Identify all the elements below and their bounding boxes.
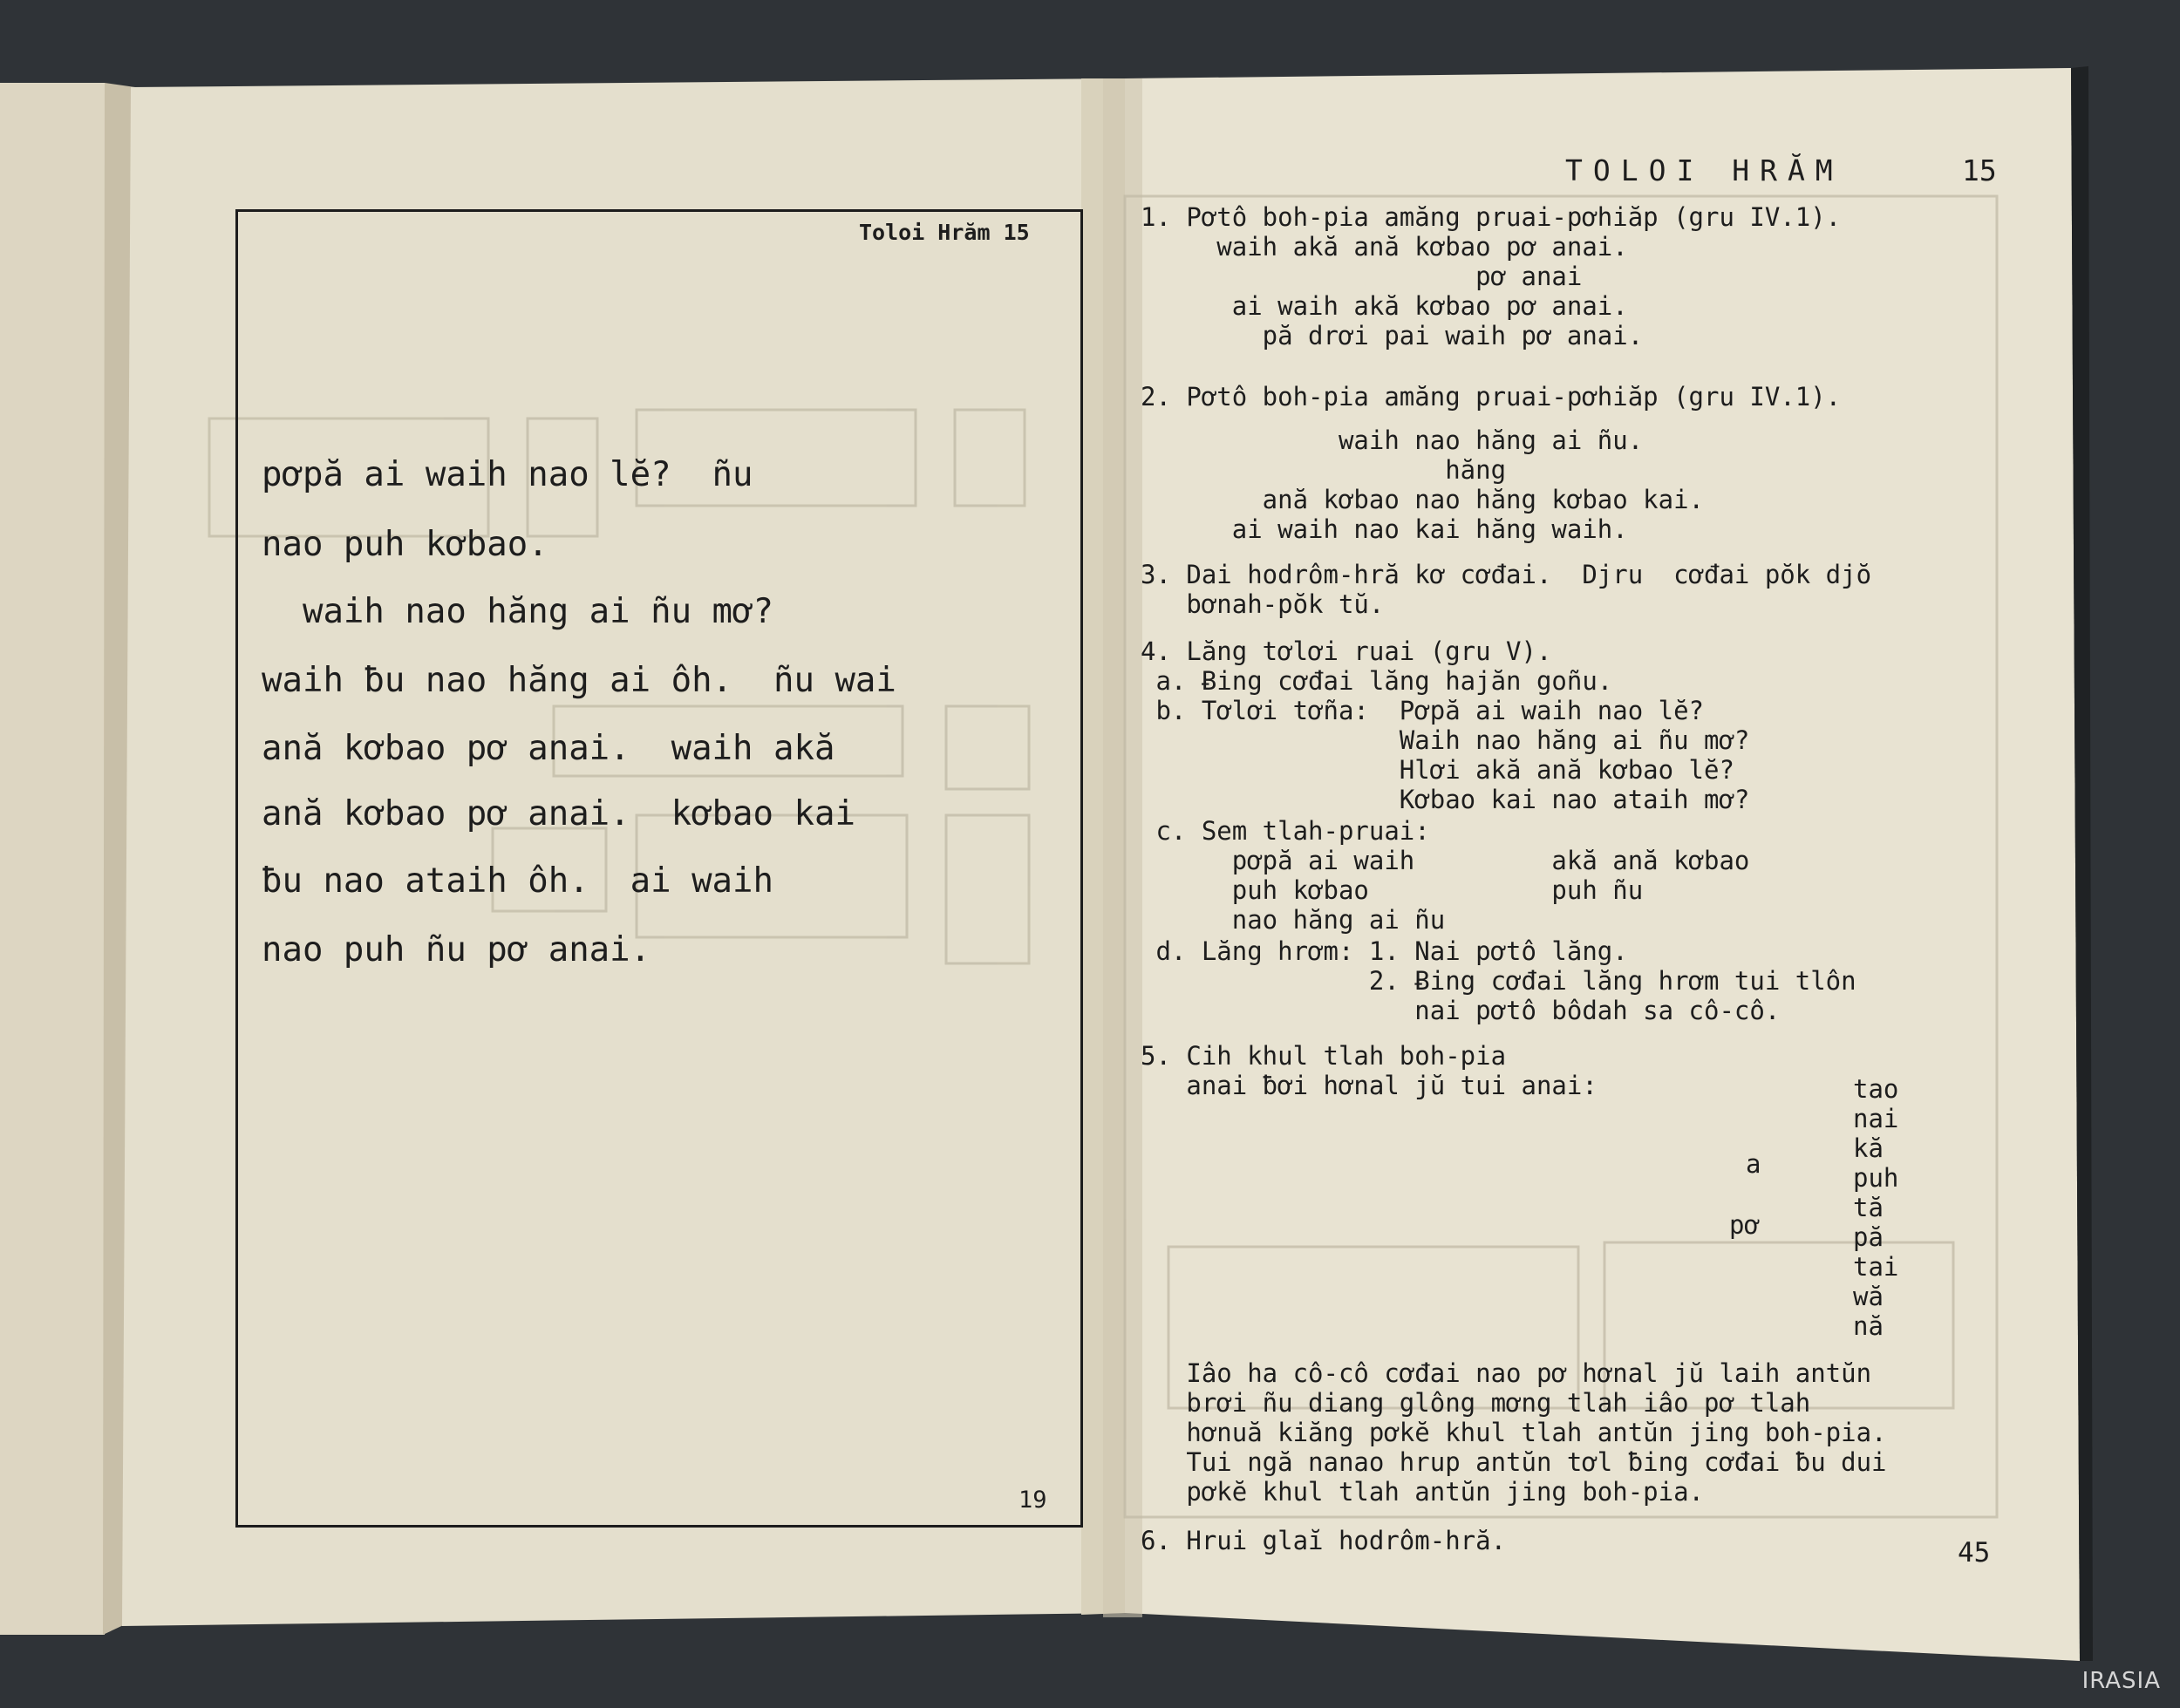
card-line: ană kơbao pơ anai. waih akă: [262, 729, 835, 768]
instruction-line: Waih nao hăng ai ñu mơ?: [1141, 725, 1750, 755]
word-item: tai: [1853, 1252, 1899, 1282]
instruction-line: ană kơbao nao hăng kơbao kai.: [1141, 485, 1705, 514]
instruction-line: anai ƀơi hơnal jŭ tui anai:: [1141, 1071, 1598, 1100]
card-line: ană kơbao pơ anai. kơbao kai: [262, 794, 855, 834]
word-item: pă: [1853, 1222, 1884, 1252]
instruction-line: 3. Dai hodrôm-hră kơ cơđai. Djru cơđai pŏk djŏ: [1141, 560, 1872, 589]
instruction-line: 5. Cih khul tlah boh-pia: [1141, 1041, 1507, 1071]
instruction-line: hơnuă kiăng pơkĕ khul tlah antŭn jing boh-pia.: [1141, 1418, 1887, 1447]
instruction-line: pơkĕ khul tlah antŭn jing boh-pia.: [1141, 1477, 1705, 1507]
instruction-line: waih nao hăng ai ñu.: [1141, 425, 1644, 455]
word-item: puh: [1853, 1163, 1899, 1193]
instruction-line: ai waih nao kai hăng waih.: [1141, 514, 1628, 544]
instruction-line: ai waih akă kơbao pơ anai.: [1141, 291, 1628, 321]
instruction-line: waih akă ană kơbao pơ anai.: [1141, 232, 1628, 262]
word-item: tă: [1853, 1193, 1884, 1222]
syllable-a: a: [1746, 1149, 1761, 1179]
watermark: IRASIA: [2081, 1668, 2161, 1694]
instruction-line: puh kơbao puh ñu: [1141, 875, 1644, 905]
instruction-line: Iâo ha cô-cô cơđai nao pơ hơnal jŭ laih antŭn: [1141, 1358, 1872, 1388]
instruction-line: b. Tơlơi tơña: Pơpă ai waih nao lĕ?: [1141, 696, 1705, 725]
card-line: nao puh kơbao.: [262, 525, 548, 564]
instruction-line: c. Sem tlah-pruai:: [1141, 816, 1430, 846]
instruction-line: Hlơi akă ană kơbao lĕ?: [1141, 755, 1734, 785]
card-line: ƀu nao ataih ôh. ai waih: [262, 861, 773, 901]
instruction-line: Kơbao kai nao ataih mơ?: [1141, 785, 1750, 814]
instruction-line: 2. Ƀing cơđai lăng hrơm tui tlôn: [1141, 966, 1856, 996]
instruction-line: Tui ngă nanao hrup antŭn tơl ƀing cơđai ƀu dui: [1141, 1447, 1887, 1477]
instruction-line: nai pơtô bôdah sa cô-cô.: [1141, 996, 1781, 1025]
word-item: nă: [1853, 1311, 1884, 1341]
instruction-line: 2. Pơtô boh-pia amăng pruai-pơhiăp (gru IV.1).: [1141, 382, 1842, 412]
card-line: waih ƀu nao hăng ai ôh. ñu wai: [262, 661, 896, 700]
word-item: tao: [1853, 1074, 1899, 1104]
instruction-line: 6. Hrui glaĭ hodrôm-hră.: [1141, 1526, 1507, 1555]
instruction-line: pơpă ai waih akă ană kơbao: [1141, 846, 1750, 875]
instruction-line: 1. Pơtô boh-pia amăng pruai-pơhiăp (gru IV.1).: [1141, 202, 1842, 232]
word-item: nai: [1853, 1104, 1899, 1133]
instruction-line: nao hăng ai ñu: [1141, 905, 1446, 935]
running-head-number: 15: [1962, 153, 1997, 187]
instruction-line: brơi ñu diang glông mơng tlah iâo pơ tlah: [1141, 1388, 1811, 1418]
card-header: Toloi Hrăm 15: [859, 220, 1030, 245]
instruction-line: d. Lăng hrơm: 1. Nai pơtô lăng.: [1141, 936, 1628, 966]
instruction-line: bơnah-pŏk tŭ.: [1141, 589, 1385, 619]
instruction-line: pă drơi pai waih pơ anai.: [1141, 321, 1644, 350]
card-page-number: 19: [1018, 1487, 1047, 1514]
page-number: 45: [1958, 1537, 1991, 1569]
syllable-po: pơ: [1729, 1210, 1760, 1240]
instruction-line: hăng: [1141, 455, 1507, 485]
instruction-line: pơ anai: [1141, 262, 1583, 291]
word-item: kă: [1853, 1133, 1884, 1163]
card-line: nao puh ñu pơ anai.: [262, 930, 651, 970]
instruction-line: a. Ƀing cơđai lăng hajăn goñu.: [1141, 666, 1613, 696]
card-line: pơpă ai waih nao lĕ? ñu: [262, 455, 753, 494]
card-line: waih nao hăng ai ñu mơ?: [262, 592, 773, 631]
running-head: TOLOI HRĂM: [1565, 153, 1843, 187]
instruction-line: 4. Lăng tơlơi ruai (gru V).: [1141, 636, 1552, 666]
word-item: wă: [1853, 1282, 1884, 1311]
